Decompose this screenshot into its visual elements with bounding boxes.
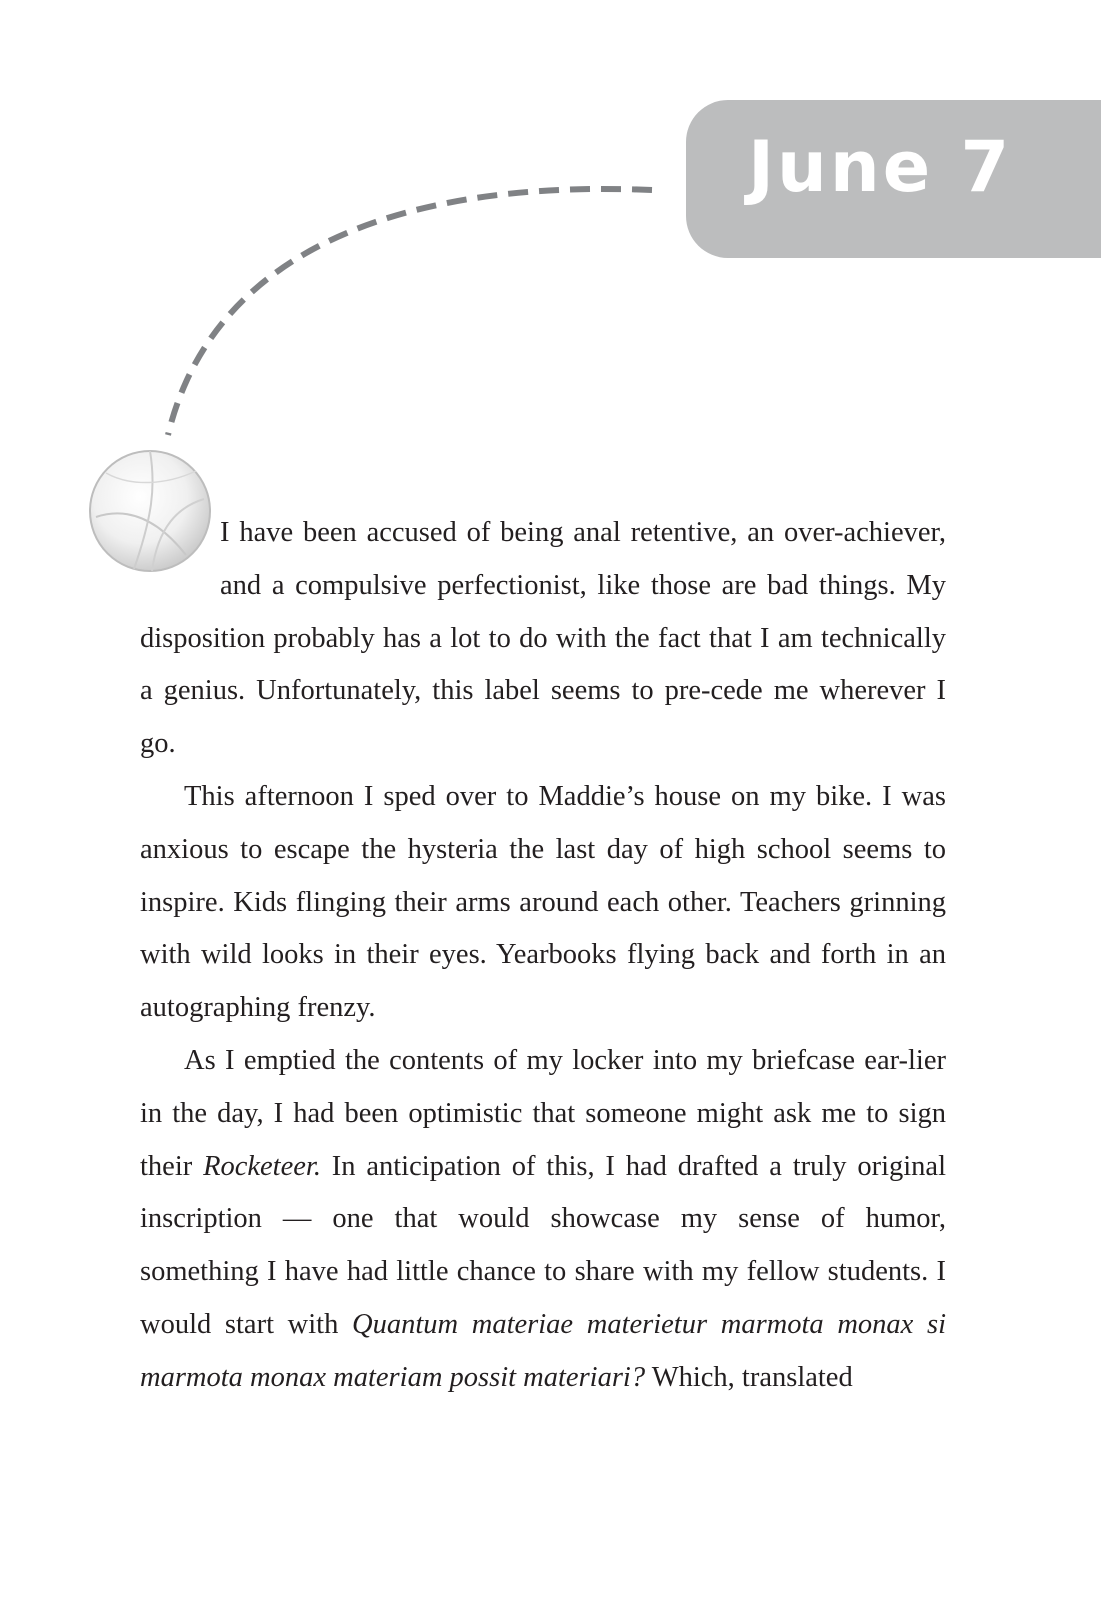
body-text [140, 507, 946, 1405]
chapter-date: June 7 [748, 126, 1013, 208]
paragraph-3 [140, 1035, 946, 1405]
paragraph-3-text-a: As I emptied the contents of my locker into my briefcase ear-lier in the day, I had been optimistic that someone might ask me to sign their [140, 1044, 946, 1182]
paragraph-3-text-c: Which, translated [645, 1361, 853, 1393]
ball-wrap-space [140, 507, 220, 561]
latin-inscription: Quantum materiae materietur marmota monax si marmota monax materiam possit materiari? [140, 1308, 946, 1393]
paragraph-2: This afternoon I sped over to Maddie’s house on my bike. I was anxious to escape the hysteria the last day of high school seems to inspire. Kids flinging their arms around each other. Teachers grinning with wild looks in their eyes. Yearbooks flying back and forth in an autographing frenzy. [140, 780, 946, 1024]
paragraph-3-text-b: In anticipation of this, I had drafted a truly original inscription — one that would showcase my sense of humor, something I have had little chance to share with my fellow students. I would start with [140, 1150, 946, 1340]
paragraph-1: I have been accused of being anal retentive, an over-achiever, and a compulsive perfectionist, like those are bad things. My disposition probably has a lot to do with the fact that I am technically a genius. Unfortunately, this label seems to pre-cede me wherever I go. [140, 517, 946, 760]
ball-wrap-space-2 [140, 561, 206, 609]
yearbook-title: Rocketeer. [203, 1150, 321, 1182]
